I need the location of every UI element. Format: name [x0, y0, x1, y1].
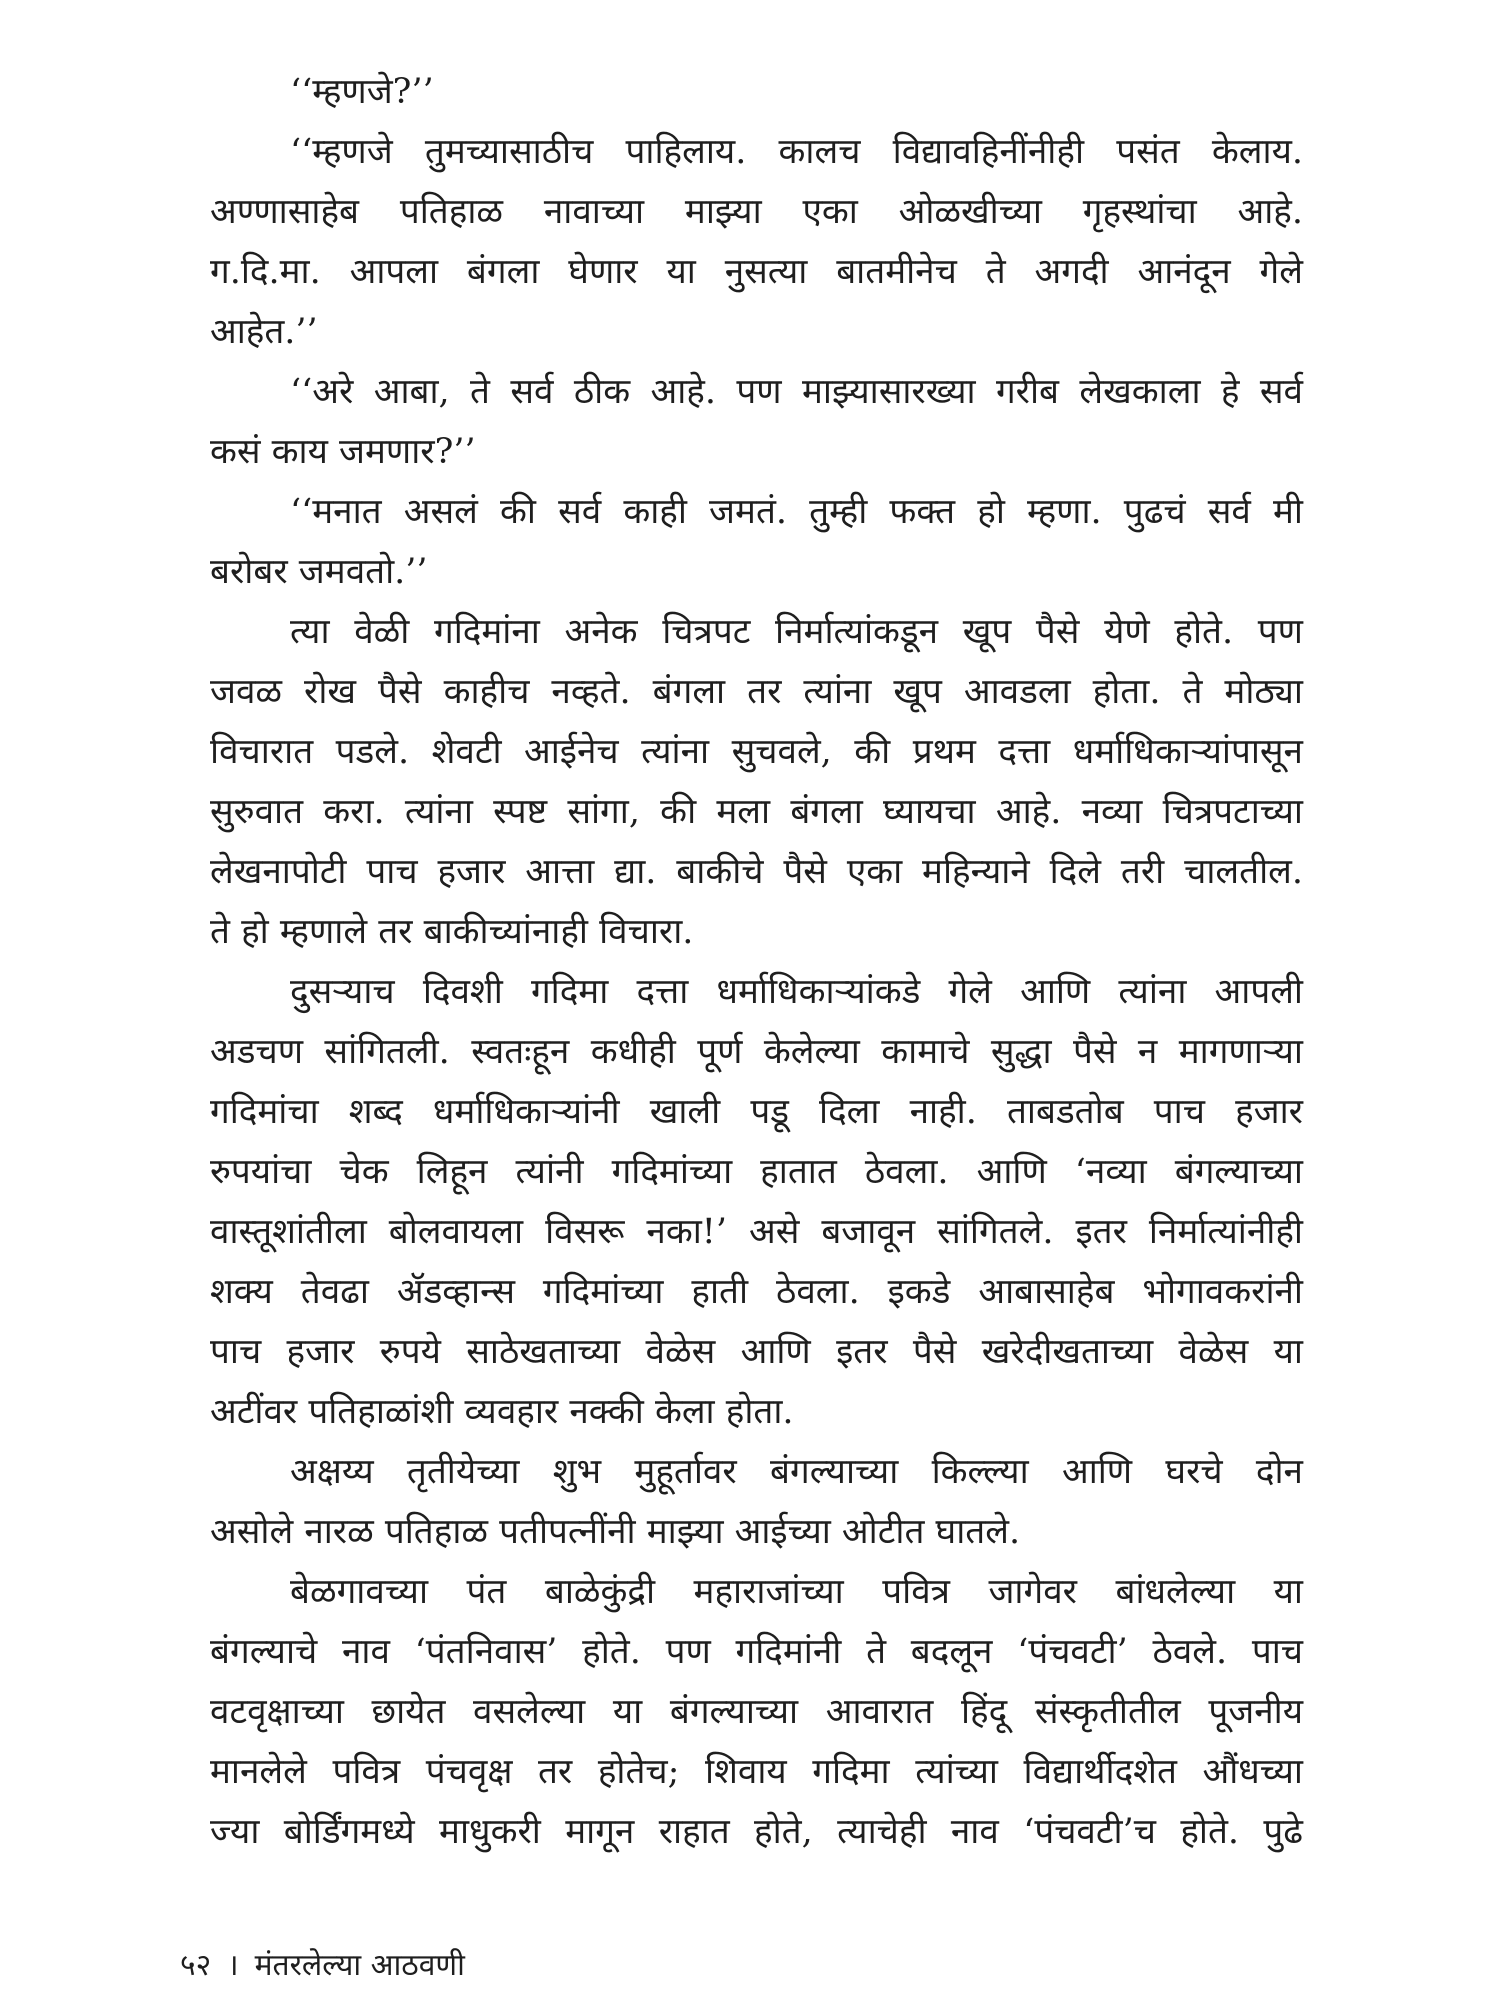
- text-line: शक्य तेवढा ॲडव्हान्स गदिमांच्या हाती ठेवला. इकडे आबासाहेब भोगावकरांनी: [210, 1272, 1303, 1312]
- text-line: अक्षय्य तृतीयेच्या शुभ मुहूर्तावर बंगल्याच्या किल्ल्या आणि घरचे दोन: [290, 1452, 1303, 1492]
- text-line: अटींवर पतिहाळांशी व्यवहार नक्की केला होता.: [210, 1392, 794, 1432]
- text-line: वास्तूशांतीला बोलवायला विसरू नका!’ असे बजावून सांगितले. इतर निर्मात्यांनीही: [210, 1212, 1303, 1252]
- text-line: ग.दि.मा. आपला बंगला घेणार या नुसत्या बातमीनेच ते अगदी आनंदून गेले: [210, 252, 1303, 292]
- body-text: [210, 62, 1303, 1862]
- text-line: बेळगावच्या पंत बाळेकुंद्री महाराजांच्या पवित्र जागेवर बांधलेल्या या: [290, 1572, 1303, 1612]
- text-line: ‘‘म्हणजे तुमच्यासाठीच पाहिलाय. कालच विद्यावहिनींनीही पसंत केलाय.: [290, 132, 1303, 172]
- text-line: कसं काय जमणार?’’: [210, 432, 476, 472]
- text-line: बंगल्याचे नाव ‘पंतनिवास’ होते. पण गदिमांनी ते बदलून ‘पंचवटी’ ठेवले. पाच: [210, 1632, 1303, 1672]
- text-line: ते हो म्हणाले तर बाकीच्यांनाही विचारा.: [210, 912, 694, 952]
- text-line: गदिमांचा शब्द धर्माधिकाऱ्यांनी खाली पडू दिला नाही. ताबडतोब पाच हजार: [210, 1092, 1303, 1132]
- text-line: ज्या बोर्डिंगमध्ये माधुकरी मागून राहात होते, त्याचेही नाव ‘पंचवटी’च होते. पुढे: [210, 1812, 1303, 1852]
- text-line: वटवृक्षाच्या छायेत वसलेल्या या बंगल्याच्या आवारात हिंदू संस्कृतीतील पूजनीय: [210, 1692, 1303, 1732]
- text-line: पाच हजार रुपये साठेखताच्या वेळेस आणि इतर पैसे खरेदीखताच्या वेळेस या: [210, 1332, 1303, 1372]
- book-title: मंतरलेल्या आठवणी: [254, 1948, 465, 1983]
- text-line: लेखनापोटी पाच हजार आत्ता द्या. बाकीचे पैसे एका महिन्याने दिले तरी चालतील.: [210, 852, 1303, 892]
- page-footer: [180, 1948, 465, 1984]
- text-line: अडचण सांगितली. स्वतःहून कधीही पूर्ण केलेल्या कामाचे सुद्धा पैसे न मागणाऱ्या: [210, 1032, 1303, 1072]
- text-line: रुपयांचा चेक लिहून त्यांनी गदिमांच्या हातात ठेवला. आणि ‘नव्या बंगल्याच्या: [210, 1152, 1303, 1192]
- page-number: ५२: [180, 1948, 212, 1983]
- text-line: त्या वेळी गदिमांना अनेक चित्रपट निर्मात्यांकडून खूप पैसे येणे होते. पण: [290, 612, 1303, 652]
- text-line: ‘‘म्हणजे?’’: [290, 72, 434, 112]
- text-line: मानलेले पवित्र पंचवृक्ष तर होतेच; शिवाय गदिमा त्यांच्या विद्यार्थीदशेत औंधच्या: [210, 1752, 1303, 1792]
- text-line: अण्णासाहेब पतिहाळ नावाच्या माझ्या एका ओळखीच्या गृहस्थांचा आहे.: [210, 192, 1303, 232]
- footer-separator: ।: [227, 1948, 239, 1983]
- text-line: विचारात पडले. शेवटी आईनेच त्यांना सुचवले, की प्रथम दत्ता धर्माधिकाऱ्यांपासून: [210, 732, 1303, 772]
- text-line: ‘‘अरे आबा, ते सर्व ठीक आहे. पण माझ्यासारख्या गरीब लेखकाला हे सर्व: [290, 372, 1303, 412]
- text-line: बरोबर जमवतो.’’: [210, 552, 428, 592]
- text-line: सुरुवात करा. त्यांना स्पष्ट सांगा, की मला बंगला घ्यायचा आहे. नव्या चित्रपटाच्या: [210, 792, 1303, 832]
- text-line: असोले नारळ पतिहाळ पतीपत्नींनी माझ्या आईच्या ओटीत घातले.: [210, 1512, 1021, 1552]
- text-line: ‘‘मनात असलं की सर्व काही जमतं. तुम्ही फक्त हो म्हणा. पुढचं सर्व मी: [290, 492, 1303, 532]
- text-line: आहेत.’’: [210, 312, 318, 352]
- text-line: दुसऱ्याच दिवशी गदिमा दत्ता धर्माधिकाऱ्यांकडे गेले आणि त्यांना आपली: [290, 972, 1303, 1012]
- text-line: जवळ रोख पैसे काहीच नव्हते. बंगला तर त्यांना खूप आवडला होता. ते मोठ्या: [210, 672, 1303, 712]
